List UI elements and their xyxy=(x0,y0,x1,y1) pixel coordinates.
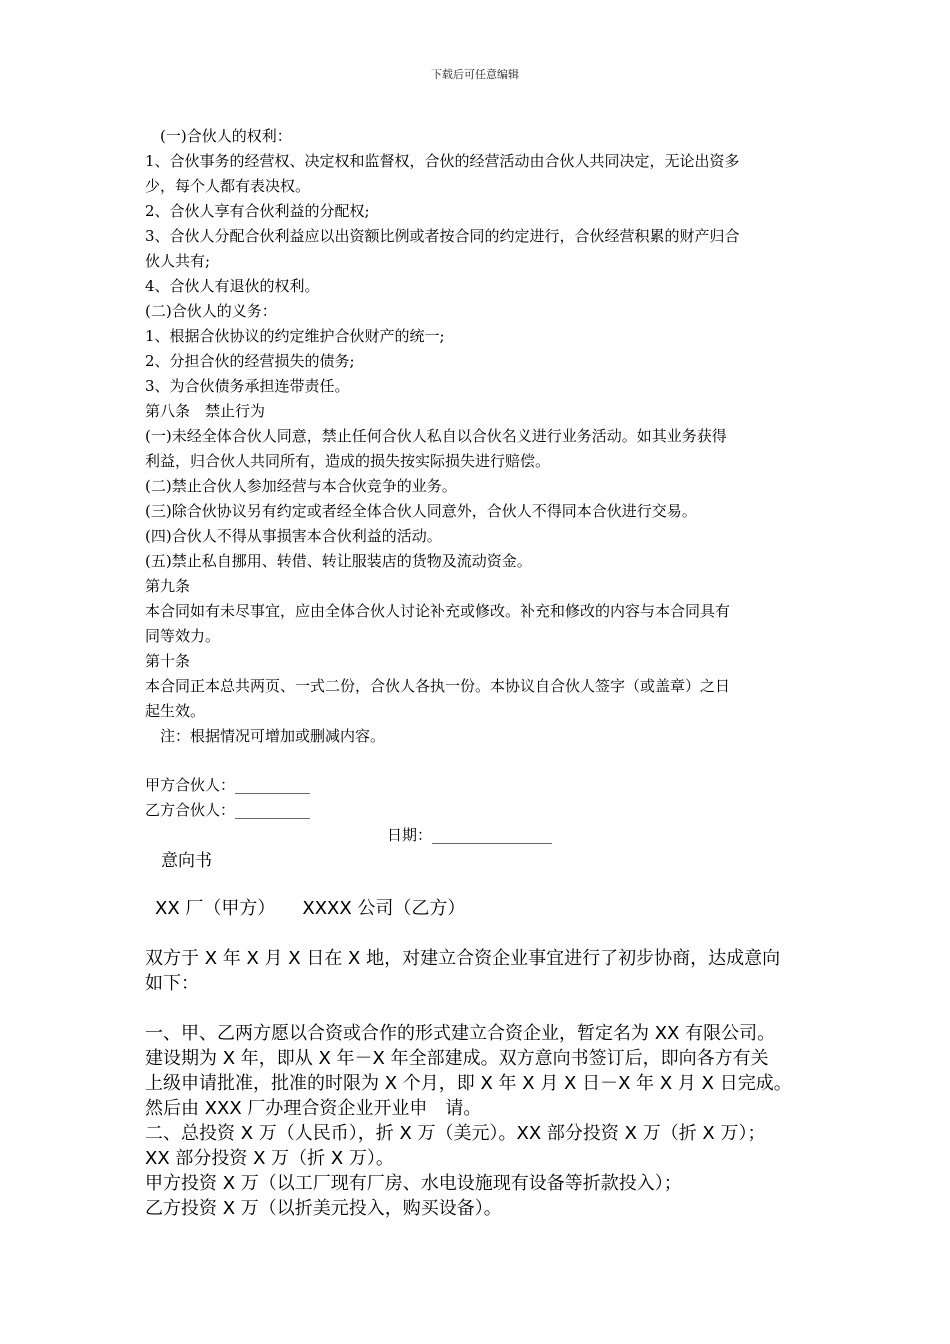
paragraph-line: 3、合伙人分配合伙利益应以出资额比例或者按合同的约定进行，合伙经营积累的财产归合 xyxy=(145,227,740,245)
paragraph-line: 3、为合伙债务承担连带责任。 xyxy=(145,377,350,395)
paragraph-line: 少，每个人都有表决权。 xyxy=(145,177,311,195)
section-heading: (二)合伙人的义务： xyxy=(145,302,277,320)
paragraph-line: 1、根据合伙协议的约定维护合伙财产的统一; xyxy=(145,327,445,345)
paragraph-line: (四)合伙人不得从事损害本合伙利益的活动。 xyxy=(145,527,442,545)
article-heading: 第八条 禁止行为 xyxy=(145,402,266,420)
page-header: 下载后可任意编辑 xyxy=(431,68,519,81)
paragraph-line: 2、分担合伙的经营损失的债务; xyxy=(145,352,355,370)
paragraph-line: (五)禁止私自挪用、转借、转让服装店的货物及流动资金。 xyxy=(145,552,532,570)
paragraph-line: 起生效。 xyxy=(145,702,206,720)
letter-parties: XX 厂（甲方） XXXX 公司（乙方） xyxy=(155,898,466,919)
letter-line: 乙方投资 X 万（以折美元投入，购买设备）。 xyxy=(145,1198,502,1219)
paragraph-line: (一)未经全体合伙人同意，禁止任何合伙人私自以合伙名义进行业务活动。如其业务获得 xyxy=(145,427,727,445)
signature-date: 日期：________________ xyxy=(387,826,553,844)
letter-line: 上级申请批准，批准的时限为 X 个月，即 X 年 X 月 X 日－X 年 X 月 X 日完成。 xyxy=(145,1073,792,1094)
paragraph-line: 利益，归合伙人共同所有，造成的损失按实际损失进行赔偿。 xyxy=(145,452,551,470)
paragraph-line: (三)除合伙协议另有约定或者经全体合伙人同意外，合伙人不得同本合伙进行交易。 xyxy=(145,502,697,520)
paragraph-line: (二)禁止合伙人参加经营与本合伙竞争的业务。 xyxy=(145,477,457,495)
article-heading: 第十条 xyxy=(145,652,191,670)
paragraph-line: 本合同如有未尽事宜，应由全体合伙人讨论补充或修改。补充和修改的内容与本合同具有 xyxy=(145,602,731,620)
section-heading: (一)合伙人的权利： xyxy=(145,127,292,145)
letter-line: 建设期为 X 年，即从 X 年－X 年全部建成。双方意向书签订后，即向各方有关 xyxy=(145,1048,769,1069)
letter-line: 甲方投资 X 万（以工厂现有厂房、水电设施现有设备等折款投入）； xyxy=(145,1173,682,1194)
note-line: 注：根据情况可增加或删减内容。 xyxy=(145,727,386,745)
letter-line: 然后由 XXX 厂办理合资企业开业申 请。 xyxy=(145,1098,482,1119)
signature-party-a: 甲方合伙人：__________ xyxy=(145,776,311,794)
paragraph-line: 本合同正本总共两页、一式二份，合伙人各执一份。本协议自合伙人签字（或盖章）之日 xyxy=(145,677,731,695)
letter-title: 意向书 xyxy=(161,851,212,871)
letter-line: 双方于 X 年 X 月 X 日在 X 地，对建立合资企业事宜进行了初步协商，达成意向 xyxy=(145,948,781,969)
paragraph-line: 同等效力。 xyxy=(145,627,221,645)
article-heading: 第九条 xyxy=(145,577,191,595)
letter-line: 如下： xyxy=(145,973,199,994)
paragraph-line: 2、合伙人享有合伙利益的分配权; xyxy=(145,202,370,220)
letter-line: 二、总投资 X 万（人民币），折 X 万（美元）。XX 部分投资 X 万（折 X 万）； xyxy=(145,1123,766,1144)
letter-line: 一、甲、乙两方愿以合资或合作的形式建立合资企业，暂定名为 XX 有限公司。 xyxy=(145,1023,776,1044)
paragraph-line: 4、合伙人有退伙的权利。 xyxy=(145,277,320,295)
letter-line: XX 部分投资 X 万（折 X 万）。 xyxy=(145,1148,394,1169)
paragraph-line: 伙人共有; xyxy=(145,252,211,270)
paragraph-line: 1、合伙事务的经营权、决定权和监督权，合伙的经营活动由合伙人共同决定，无论出资多 xyxy=(145,152,740,170)
signature-party-b: 乙方合伙人：__________ xyxy=(145,801,311,819)
